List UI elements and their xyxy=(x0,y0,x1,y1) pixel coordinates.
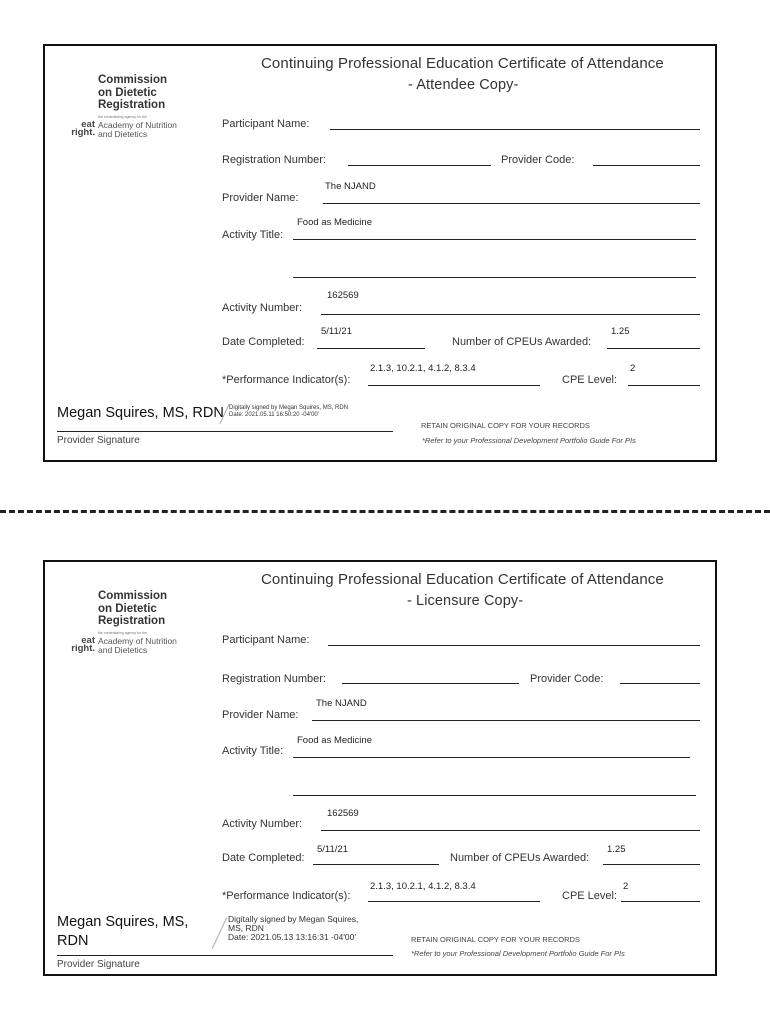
logo-org-line3: Registration xyxy=(98,99,166,111)
provider-name-label: Provider Name: xyxy=(222,192,299,204)
cpe-level-line[interactable] xyxy=(628,385,700,386)
participant-name-line[interactable] xyxy=(328,645,700,646)
activity-number-label: Activity Number: xyxy=(222,302,303,314)
certificate-subtitle: - Licensure Copy- xyxy=(407,593,524,609)
cpe-level-value: 2 xyxy=(630,363,636,374)
provider-signature-name-line1: Megan Squires, MS, xyxy=(57,914,189,930)
logo-org-line1: Commission xyxy=(98,74,168,86)
cdr-logo xyxy=(98,74,167,112)
academy-line2: and Dietetics xyxy=(98,645,148,655)
registration-number-line[interactable] xyxy=(342,683,519,684)
provider-signature-name-line2: RDN xyxy=(57,933,89,949)
academy-line2: and Dietetics xyxy=(98,129,148,139)
participant-name-label: Participant Name: xyxy=(222,634,310,646)
performance-indicators-label: *Performance Indicator(s): xyxy=(222,374,351,386)
provider-signature-label: Provider Signature xyxy=(57,959,140,970)
activity-number-label: Activity Number: xyxy=(222,818,303,830)
activity-title-line[interactable] xyxy=(293,239,696,240)
provider-signature-name: Megan Squires, MS, RDN xyxy=(57,405,224,421)
cut-line-divider xyxy=(0,510,770,513)
activity-title-label: Activity Title: xyxy=(222,745,284,757)
registration-number-label: Registration Number: xyxy=(222,154,326,166)
performance-indicators-label: *Performance Indicator(s): xyxy=(222,890,351,902)
signature-stroke xyxy=(212,917,227,948)
eat-right-logo xyxy=(62,637,95,653)
digital-signature-line3: Date: 2021.05.13 13:16:31 -04'00' xyxy=(228,932,357,942)
logo-org-line1: Commission xyxy=(98,590,168,602)
certificate-title: Continuing Professional Education Certificate of Attendance xyxy=(261,55,664,72)
cpe-level-line[interactable] xyxy=(621,901,700,902)
certificate-licensure-copy xyxy=(43,560,717,976)
digital-signature-block xyxy=(229,405,348,419)
provider-name-label: Provider Name: xyxy=(222,709,299,721)
digital-signature-line2: Date: 2021.05.11 16:50:20 -04'00' xyxy=(229,412,319,418)
academy-line1: Academy of Nutrition xyxy=(98,120,177,130)
retain-notice: RETAIN ORIGINAL COPY FOR YOUR RECORDS xyxy=(421,421,590,430)
academy-name xyxy=(98,637,177,655)
logo-org-line2: on Dietetic xyxy=(98,86,157,99)
logo-org-line3: Registration xyxy=(98,615,166,627)
eat-right-right: right. xyxy=(71,127,95,138)
date-completed-value: 5/11/21 xyxy=(317,844,348,855)
activity-title-value: Food as Medicine xyxy=(297,217,372,228)
provider-code-line[interactable] xyxy=(593,165,700,166)
cpeus-awarded-value: 1.25 xyxy=(607,844,626,855)
refer-note: *Refer to your Professional Development Portfolio Guide For PIs xyxy=(411,949,625,958)
performance-indicators-line[interactable] xyxy=(368,901,540,902)
participant-name-line[interactable] xyxy=(330,129,700,130)
date-completed-label: Date Completed: xyxy=(222,336,305,348)
certificate-title: Continuing Professional Education Certificate of Attendance xyxy=(261,571,664,588)
date-completed-line[interactable] xyxy=(317,348,425,349)
provider-name-value: The NJAND xyxy=(316,698,367,709)
cpeus-awarded-label: Number of CPEUs Awarded: xyxy=(452,336,592,348)
certificate-attendee-copy xyxy=(43,44,717,462)
date-completed-line[interactable] xyxy=(313,864,439,865)
activity-number-line[interactable] xyxy=(321,314,700,315)
cdr-logo xyxy=(98,590,167,628)
cpe-level-label: CPE Level: xyxy=(562,890,618,902)
cpe-level-label: CPE Level: xyxy=(562,374,618,386)
date-completed-label: Date Completed: xyxy=(222,852,305,864)
digital-signature-block xyxy=(228,915,358,942)
performance-indicators-value: 2.1.3, 10.2.1, 4.1.2, 8.3.4 xyxy=(370,363,476,374)
eat-right-right: right. xyxy=(71,643,95,654)
performance-indicators-line[interactable] xyxy=(368,385,540,386)
activity-title-label: Activity Title: xyxy=(222,229,284,241)
digital-signature-line1: Digitally signed by Megan Squires, MS, RDN xyxy=(229,405,349,411)
eat-right-eat: eat xyxy=(81,119,95,130)
cpeus-awarded-line[interactable] xyxy=(607,348,700,349)
date-completed-value: 5/11/21 xyxy=(321,326,352,337)
cpeus-awarded-value: 1.25 xyxy=(611,326,630,337)
retain-notice: RETAIN ORIGINAL COPY FOR YOUR RECORDS xyxy=(411,935,580,944)
registration-number-line[interactable] xyxy=(348,165,491,166)
provider-code-line[interactable] xyxy=(620,683,700,684)
activity-number-value: 162569 xyxy=(327,808,359,819)
activity-title-line-2[interactable] xyxy=(293,795,696,796)
provider-name-value: The NJAND xyxy=(325,181,376,192)
provider-signature-label: Provider Signature xyxy=(57,435,140,446)
digital-signature-line2: MS, RDN xyxy=(228,923,264,933)
activity-title-line[interactable] xyxy=(293,757,690,758)
academy-line1: Academy of Nutrition xyxy=(98,636,177,646)
participant-name-label: Participant Name: xyxy=(222,118,310,130)
certificate-subtitle: - Attendee Copy- xyxy=(408,77,519,93)
logo-tagline: the credentialing agency for the xyxy=(98,115,147,119)
cpe-level-value: 2 xyxy=(623,881,629,892)
performance-indicators-value: 2.1.3, 10.2.1, 4.1.2, 8.3.4 xyxy=(370,881,476,892)
provider-signature-line[interactable] xyxy=(57,431,393,432)
provider-name-line[interactable] xyxy=(323,203,700,204)
digital-signature-line1: Digitally signed by Megan Squires, xyxy=(228,914,359,924)
logo-org-line2: on Dietetic xyxy=(98,602,157,615)
activity-title-line-2[interactable] xyxy=(293,277,696,278)
provider-code-label: Provider Code: xyxy=(530,673,604,685)
provider-signature-line[interactable] xyxy=(57,955,393,956)
provider-name-line[interactable] xyxy=(312,720,700,721)
activity-number-line[interactable] xyxy=(321,830,700,831)
provider-code-label: Provider Code: xyxy=(501,154,575,166)
registration-number-label: Registration Number: xyxy=(222,673,326,685)
provider-signature-name xyxy=(57,913,188,951)
refer-note: *Refer to your Professional Development Portfolio Guide For PIs xyxy=(422,436,636,445)
activity-number-value: 162569 xyxy=(327,290,359,301)
cpeus-awarded-line[interactable] xyxy=(603,864,700,865)
academy-name xyxy=(98,121,177,139)
logo-tagline: the credentialing agency for the xyxy=(98,631,147,635)
eat-right-logo xyxy=(62,121,95,137)
eat-right-eat: eat xyxy=(81,635,95,646)
cpeus-awarded-label: Number of CPEUs Awarded: xyxy=(450,852,590,864)
activity-title-value: Food as Medicine xyxy=(297,735,372,746)
